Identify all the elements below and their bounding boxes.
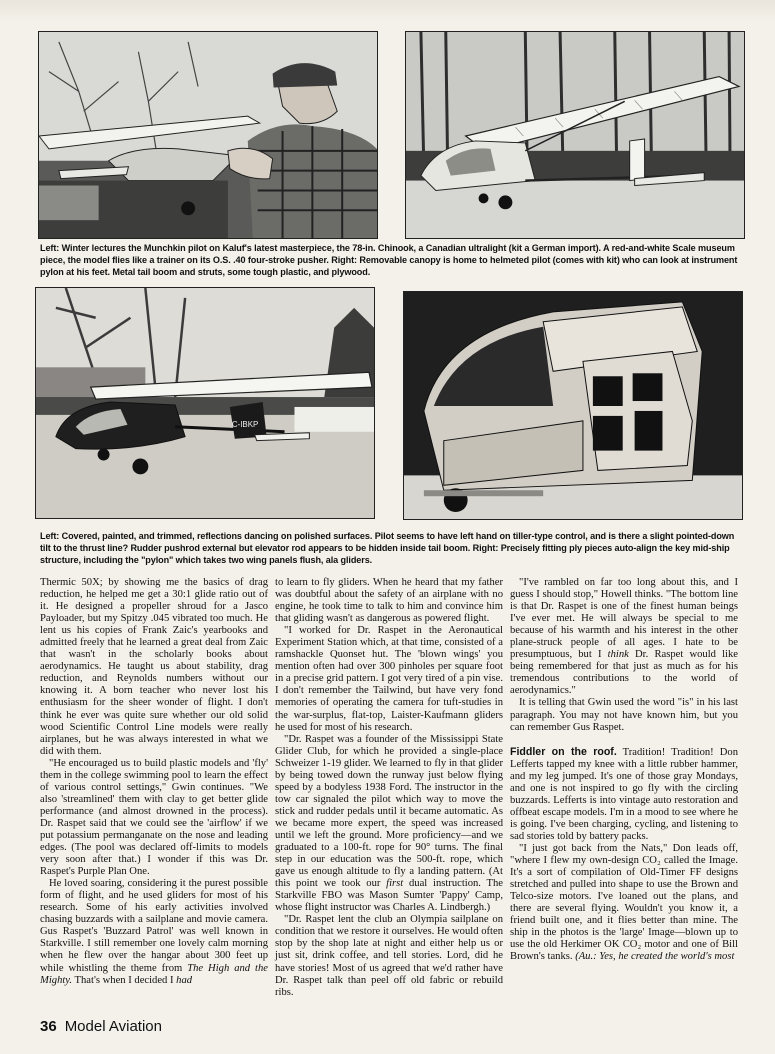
paragraph: "I just got back from the Nats," Don leads off, "where I flew my own-design CO₂ called the Image. It's a sort of compilation of Old-Timer FF designs stretched and pulled into shape to use the Brown and Telco-size motors. I've loaned out the plans, and there are several flying. Wouldn't you know it, a friend built one, and it flies better than mine. The ship in the photos is the 'large' Image—blown up to use the old Herkimer OK CO₂ motor and one of Bill Brown's tanks. (Au.: Yes, he created the world's most [510, 842, 738, 963]
paragraph: "Dr. Raspet was a founder of the Mississippi State Glider Club, for which he provided a single-place Schweizer 1-19 glider. We learned to fly in that glider by being towed down the runway just below flying speed by a bodyless 1938 Ford. The instructor in the tow car signaled the pilot which way to move the stick and rudder pedals until it became automatic. As we became more expert, the speed was increased until we left the ground. More proficiency—and we graduated to a 100-ft. rope for 90° turns. The final step in our education was the 500-ft. rope, which gave us enough altitude to fly a landing pattern. (At this point we took our first dual instruction. The Starkville FBO was Mason Sumter 'Pappy' Camp, whose flight instructor was Charles A. Lindbergh.) [275, 733, 503, 914]
page-footer [40, 1018, 162, 1035]
paragraph: Thermic 50X; by showing me the basics of drag reduction, he helped me get a 30:1 glide ratio out of it. He designed a propeller shroud for a Jasco Payloader, but my Spitzy .045 vibrated too much. He lent us his copies of Frank Zaic's yearbooks and admitted freely that he learned a great deal from Zaic that wasn't in the scholarly books about aerodynamics. He taught us about stability, drag reduction, and Reynolds numbers without our knowing it. A born teacher who never lost his enthusiasm for the sheer wonder of flight. I don't think he ever was quite sure whether our old solid wood Scientific Control Line models were really airplanes, but he was always interested in what we did with them. [40, 577, 268, 757]
photo-chinook-finished [35, 287, 375, 519]
photo-chinook-side-view [405, 31, 745, 239]
paragraph: "I've rambled on far too long about this, and I guess I should stop," Howell thinks. "The bottom line is that Dr. Raspet is one of the finest human beings I've ever met. He will always be special to me because of his warmth and his interest in the other plane-struck people of all ages. I hate to be presumptuous, but I think Dr. Raspet would like being remembered for that just as much as for his tremendous contributions to the world of aerodynamics." [510, 577, 738, 697]
article-column-1 [40, 577, 268, 987]
caption-top: Left: Winter lectures the Munchkin pilot on Kaluf's latest masterpiece, the 78-in. Chinook, a Canadian ultralight (kit a German import). A red-and-white Scale museum piece, the model flies like a trainer on its O.S. .40 four-stroke pusher. Right: Removable canopy is home to helmeted pilot (comes with kit) who can look at instrument pylon at his feet. Metal tail boom and struts, some tough plastic, and plywood. [40, 243, 738, 277]
page-top-edge [0, 0, 775, 22]
paragraph: "He encouraged us to build plastic models and 'fly' them in the college swimming pool to learn the effect of various control settings," Gwin continues. "We also 'streamlined' them with clay to get better glide performance (and almost drowned in the process). Dr. Raspet said that we could see the 'airflow' if we put potassium permanganate on the nose and leading edges. (The pool was declared off-limits to models very soon after that.) I wonder if this was Dr. Raspet's Purple Plan One. [40, 757, 268, 878]
plane-registration-mark: C-IBKP [231, 419, 259, 429]
paragraph: "I worked for Dr. Raspet in the Aeronautical Experiment Station which, at that time, consisted of a ramshackle Quonset hut. The 'blown wings' you mention often had over 300 pinholes per square foot in a precise grid pattern. I got very tired of a pin vise. I don't remember the Tailwind, but have very fond memories of operating the camera for tuft-studies in the war-surplus, flat-top, Laister-Kaufmann gliders he used for most of his research. [275, 625, 503, 733]
page-number: 36 [40, 1018, 57, 1035]
paragraph: It is telling that Gwin used the word "is" in his last paragraph. You may not have known him, but you can remember Gus Raspet. [510, 697, 738, 733]
section-paragraph: Fiddler on the roof. Tradition! Tradition! Don Lefferts tapped my knee with a little rubber hammer, and my leg jumped. It's one of those gray Mondays, and one is not inspired to go fly with the circling buzzards. Lefferts is into vintage auto restoration and offbeat escape models. I'm in a mood to see where he is going. I've been charging, cycling, and listening to sad stories told by battery packs. [510, 745, 738, 842]
caption-bottom: Left: Covered, painted, and trimmed, reflections dancing on polished surfaces. Pilot seems to have left hand on tiller-type control, and is there a slight pointed-down tilt to the thrust line? Rudder pushrod external but elevator rod appears to be hidden inside tail boom. Right: Precisely fitting ply pieces auto-align the key mid-ship structure, including the "pylon" which takes two wing panels flush, ala gliders. [40, 531, 735, 565]
paragraph-continuation: to learn to fly gliders. When he heard that my father was doubtful about the safety of an airplane with no engine, he took time to talk to him and convince him that gliding wasn't as dangerous as powered flight. [275, 577, 503, 625]
paragraph: "Dr. Raspet lent the club an Olympia sailplane on condition that we restore it ourselves. He would often stop by the shop late at night and either help us or just sit, drink coffee, and tell stories. Lord, did he have stories! Most of us agreed that we'd rather have Dr. Raspet talk than peel off old fabric or rebuild ribs. [275, 914, 503, 998]
photo-winter-with-chinook [38, 31, 378, 239]
paragraph: He loved soaring, considering it the purest possible form of flight, and he used gliders for most of his research. Some of his early activities involved chasing buzzards with a sailplane and movie camera. Gus Raspet's 'Buzzard Patrol' was well known in Starkville. I still remember one lovely calm morning when he flew over the hangar about 300 feet up while whistling the theme from The High and the Mighty. That's when I decided I had [40, 878, 268, 986]
section-heading: Fiddler on the roof. [510, 745, 617, 758]
magazine-name: Model Aviation [64, 1018, 162, 1035]
article-column-2 [275, 577, 503, 999]
photo-fuselage-structure [403, 291, 743, 520]
article-column-3 [510, 577, 738, 963]
